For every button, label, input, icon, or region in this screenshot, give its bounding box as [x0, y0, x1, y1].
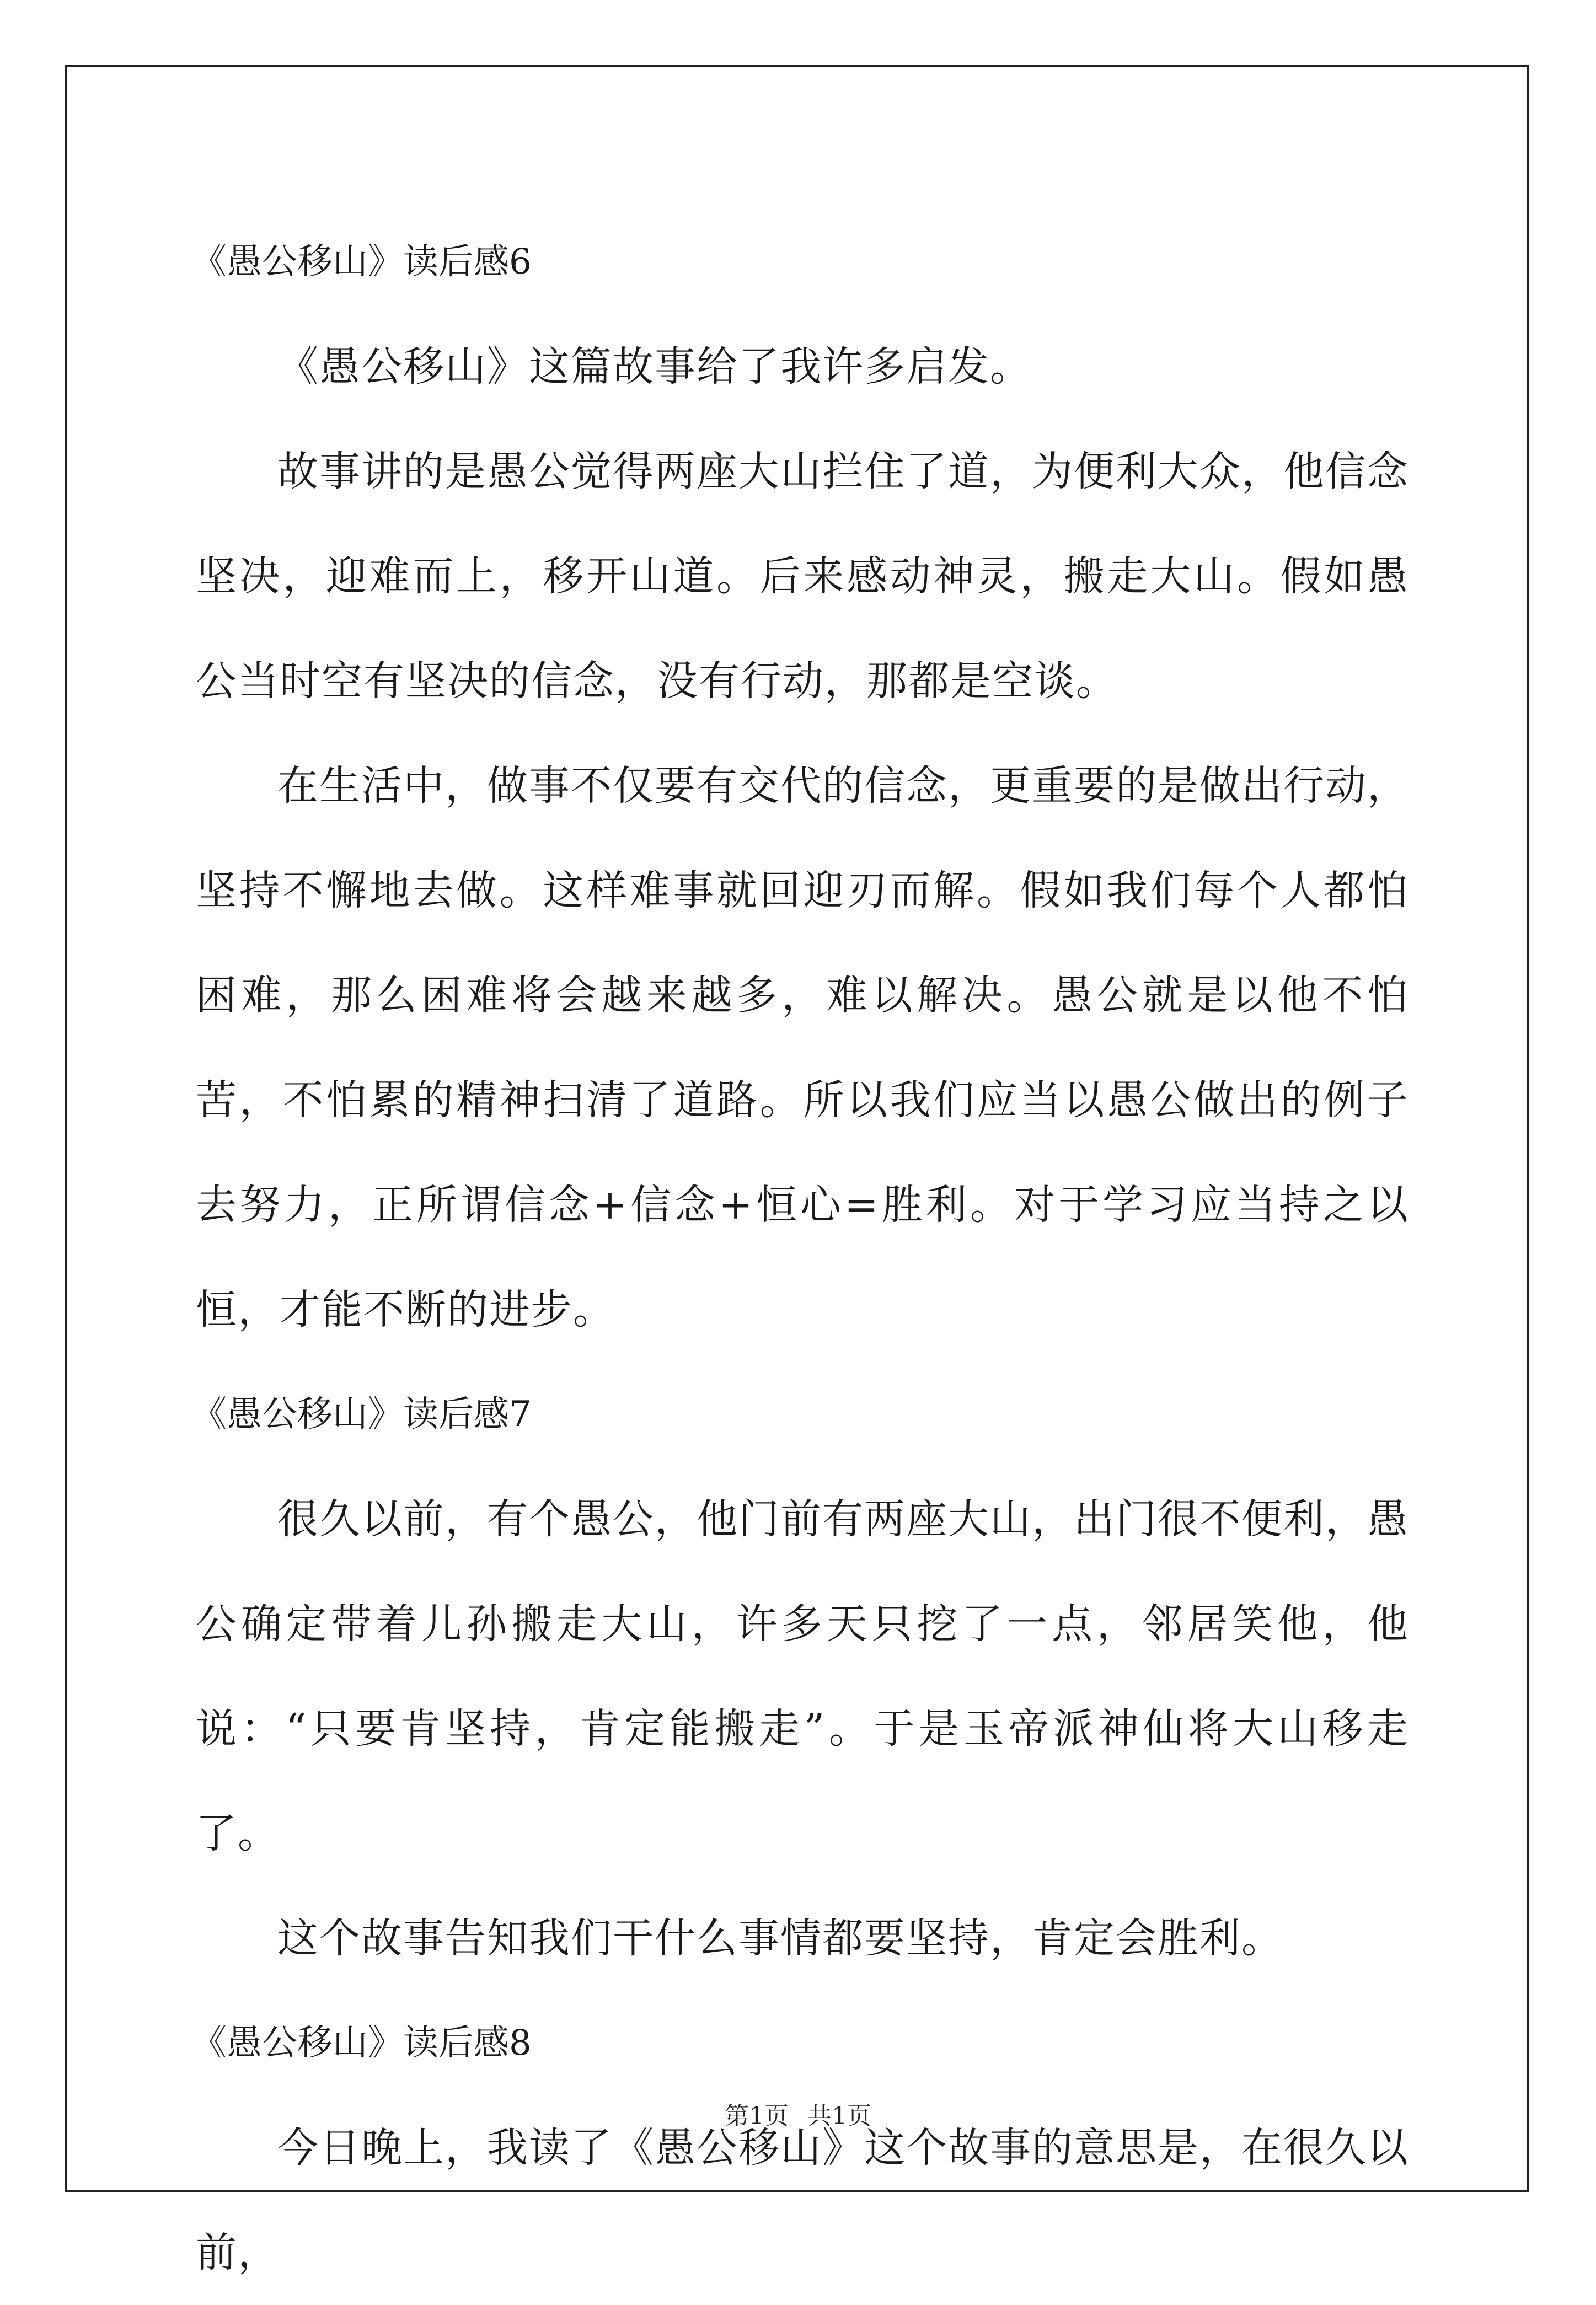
page-footer: [0, 2100, 1596, 2133]
paragraph: 《愚公移山》这篇故事给了我许多启发。: [277, 343, 1032, 390]
section-heading: 《愚公移山》读后感6: [191, 242, 532, 282]
paragraph: 在生活中，做事不仅要有交代的信念，更重要的是做出行动，坚持不懈地去做。这样难事就回迎刃而解。假如我们每个人都怕困难，那么困难将会越来越多，难以解决。愚公就是以他不怕苦，不怕累的精神扫清了道路。所以我们应当以愚公做出的例子去努力，正所谓信念+信念+恒心=胜利。对于学习应当持之以恒，才能不断的进步。: [196, 762, 1409, 1333]
page-number: 第1页: [725, 2102, 789, 2130]
paragraph: 今日晚上，我读了《愚公移山》这个故事的意思是，在很久以前，: [196, 2124, 1409, 2276]
paragraph: 故事讲的是愚公觉得两座大山拦住了道，为便利大众，他信念坚决，迎难而上，移开山道。后来感动神灵，搬走大山。假如愚公当时空有坚决的信念，没有行动，那都是空谈。: [196, 448, 1409, 705]
section-heading: 《愚公移山》读后感7: [191, 1394, 532, 1435]
section-heading: 《愚公移山》读后感8: [191, 2023, 532, 2063]
page-total: 共1页: [807, 2102, 871, 2130]
paragraph: 很久以前，有个愚公，他门前有两座大山，出门很不便利，愚公确定带着儿孙搬走大山，许多天只挖了一点，邻居笑他，他说：“只要肯坚持，肯定能搬走”。于是玉帝派神仙将大山移走了。: [196, 1495, 1409, 1857]
document-body: [191, 210, 1409, 2305]
paragraph: 这个故事告知我们干什么事情都要坚持，肯定会胜利。: [277, 1915, 1283, 1962]
